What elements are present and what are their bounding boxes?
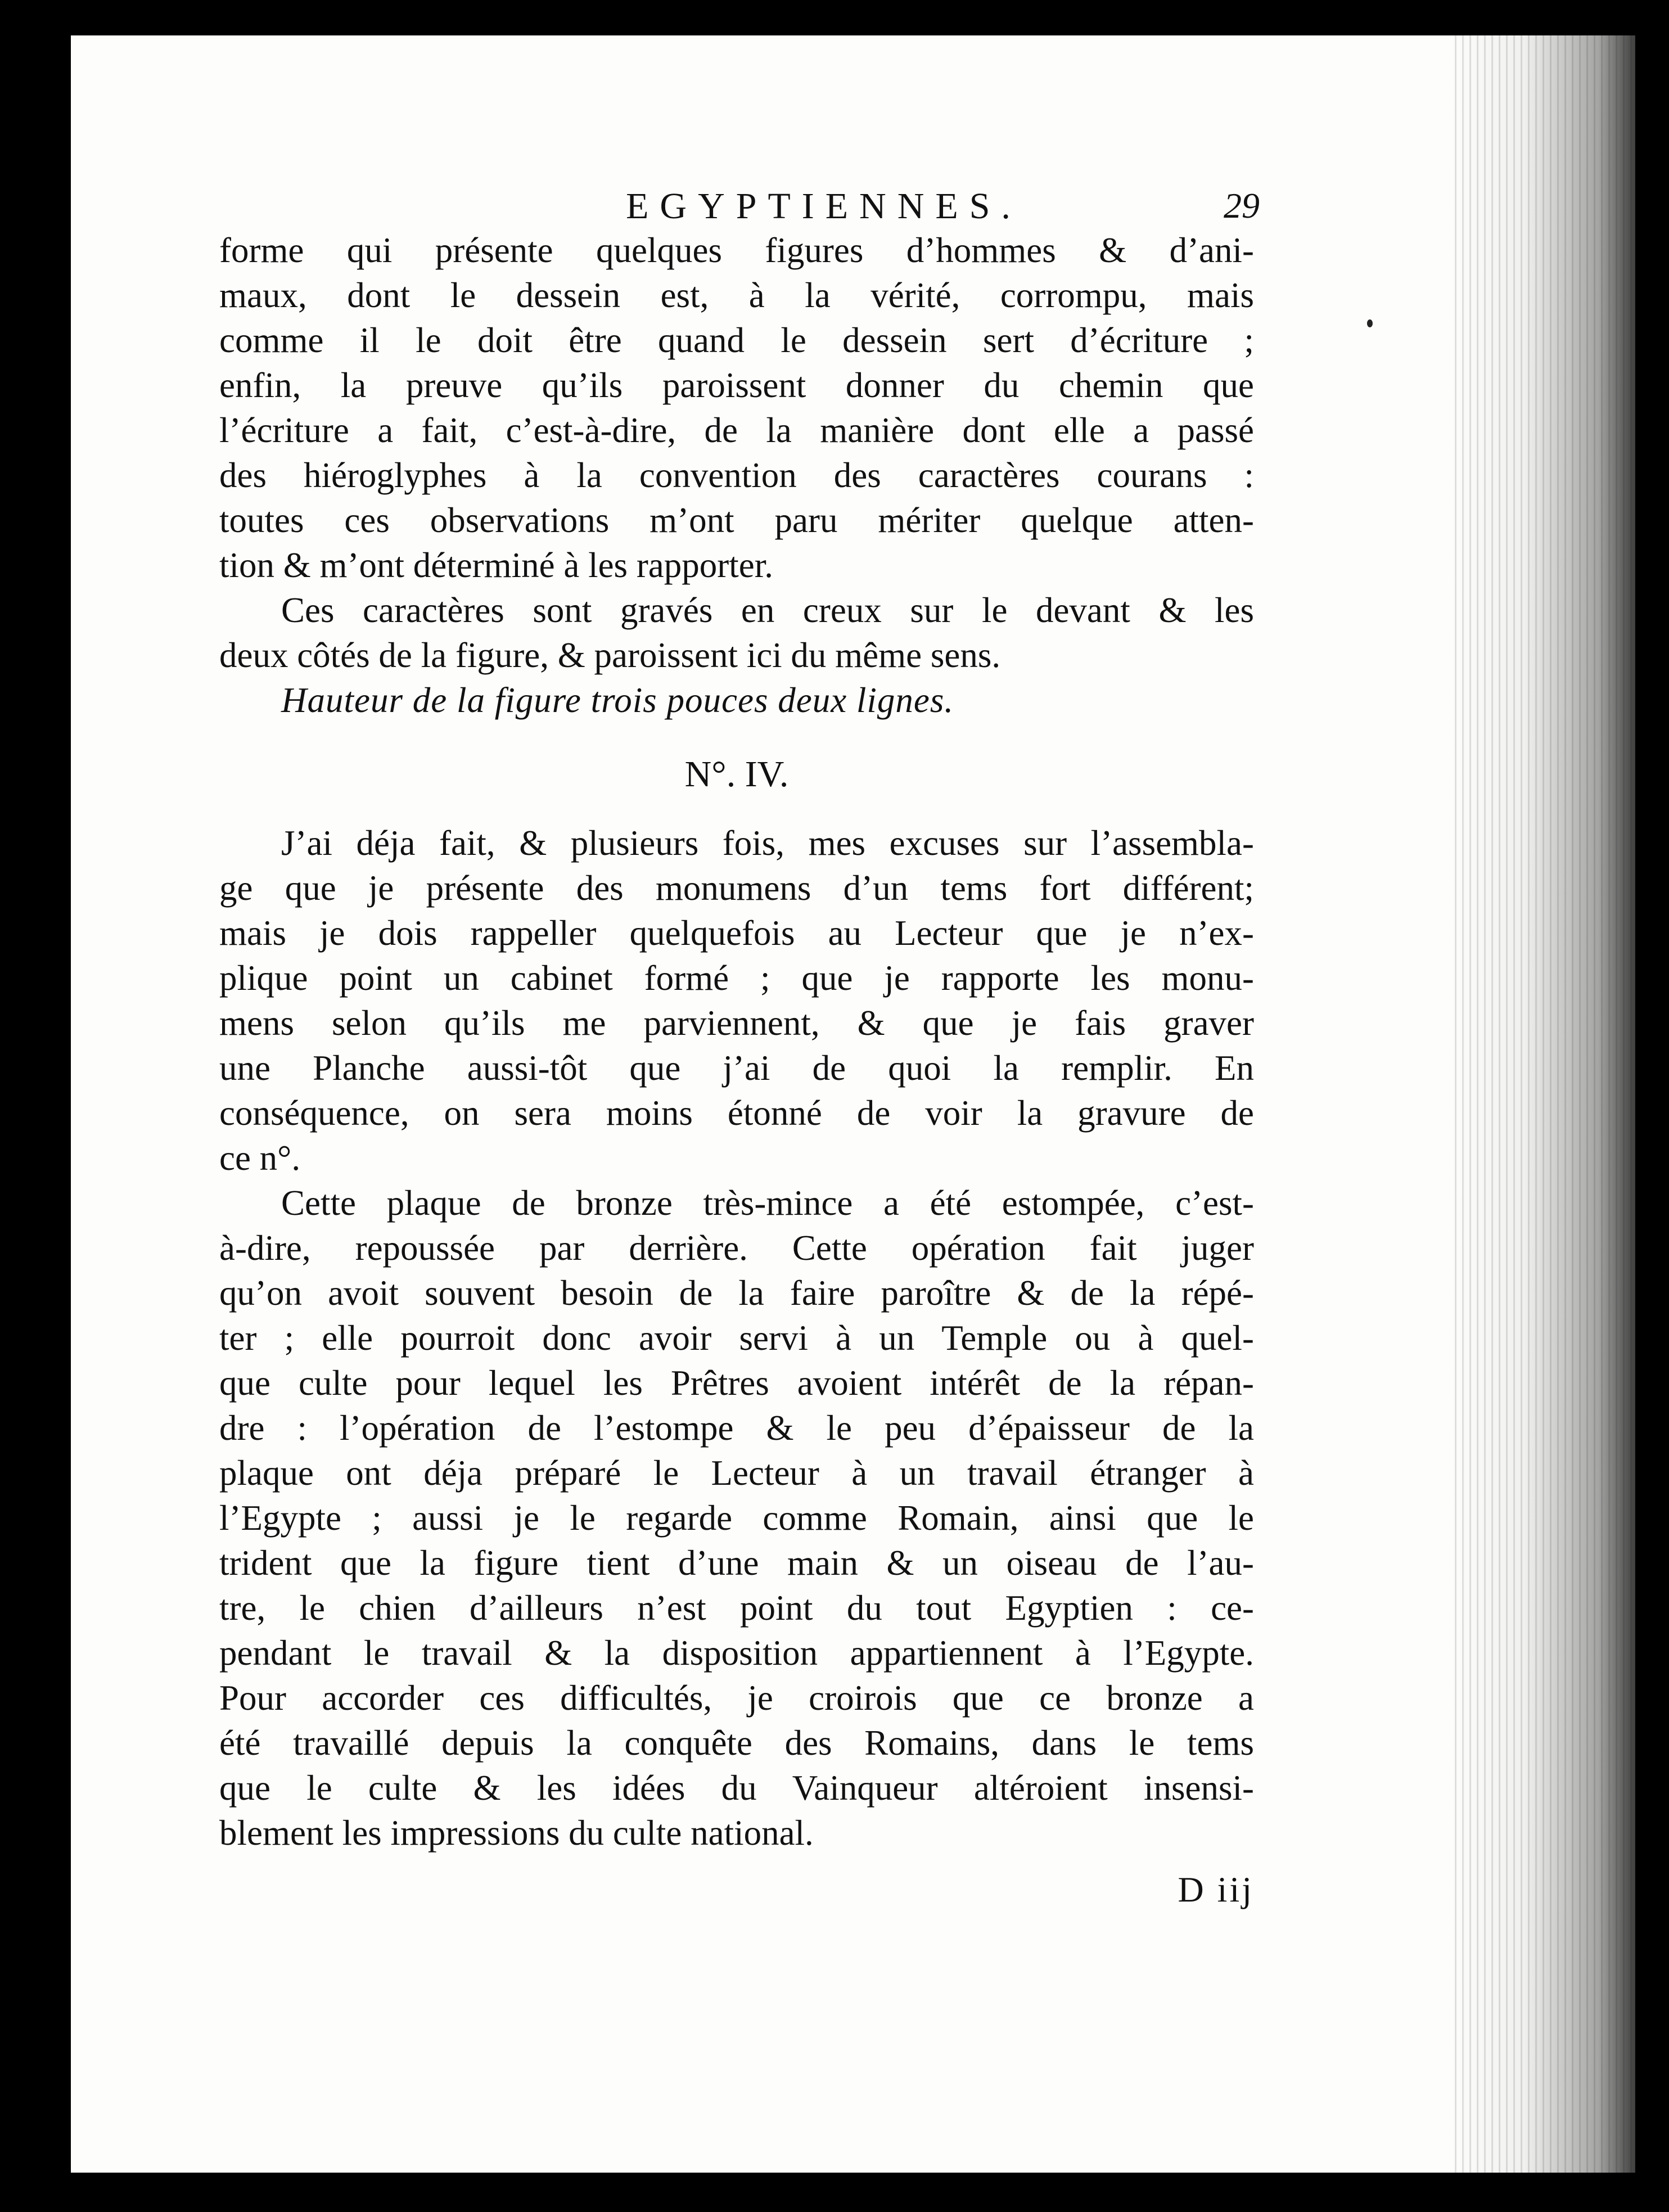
text-line: deux côtés de la figure, & paroissent ici du même sens. (219, 636, 1001, 675)
text-line: tion & m’ont déterminé à les rapporter. (219, 546, 773, 585)
text-line: plaque ont déja préparé le Lecteur à un travail étranger à (219, 1453, 1254, 1493)
page-header (219, 183, 1260, 228)
text-line: que le culte & les idées du Vainqueur altéroient insensi- (219, 1768, 1254, 1808)
paragraph-4 (219, 1181, 1254, 1855)
text-line: que culte pour lequel les Prêtres avoient intérêt de la répan- (219, 1363, 1254, 1403)
text-line: à-dire, repoussée par derrière. Cette opération fait juger (219, 1228, 1254, 1268)
text-line: été travaillé depuis la conquête des Romains, dans le tems (219, 1723, 1254, 1763)
book-page (71, 35, 1635, 2173)
text-line: mais je dois rappeller quelquefois au Lecteur que je n’ex- (219, 913, 1254, 953)
text-line: tre, le chien d’ailleurs n’est point du tout Egyptien : ce- (219, 1588, 1254, 1628)
text-line: J’ai déja fait, & plusieurs fois, mes excuses sur l’assembla- (281, 823, 1254, 863)
text-line: Pour accorder ces difficultés, je croirois que ce bronze a (219, 1678, 1254, 1718)
text-line: conséquence, on sera moins étonné de voir la gravure de (219, 1093, 1254, 1133)
paragraph-2 (219, 588, 1254, 678)
text-line: plique point un cabinet formé ; que je rapporte les monu- (219, 958, 1254, 998)
text-line: ge que je présente des monumens d’un tems fort différent; (219, 868, 1254, 908)
text-line: forme qui présente quelques figures d’hommes & d’ani- (219, 231, 1254, 270)
text-line: dre : l’opération de l’estompe & le peu d’épaisseur de la (219, 1408, 1254, 1448)
text-line: enfin, la preuve qu’ils paroissent donner du chemin que (219, 366, 1254, 405)
signature-mark: D iij (1178, 1869, 1254, 1909)
text-line: blement les impressions du culte national. (219, 1813, 814, 1853)
text-line: l’Egypte ; aussi je le regarde comme Romain, ainsi que le (219, 1498, 1254, 1538)
figure-caption: Hauteur de la figure trois pouces deux lignes. (281, 681, 954, 720)
text-line: toutes ces observations m’ont paru mériter quelque atten- (219, 501, 1254, 540)
page-number: 29 (1224, 186, 1260, 226)
text-line: une Planche aussi-tôt que j’ai de quoi la remplir. En (219, 1048, 1254, 1088)
text-line: Cette plaque de bronze très-mince a été estompée, c’est- (281, 1183, 1254, 1223)
text-line: maux, dont le dessein est, à la vérité, corrompu, mais (219, 276, 1254, 315)
ink-speck (1367, 319, 1373, 327)
text-line: comme il le doit être quand le dessein sert d’écriture ; (219, 321, 1254, 360)
text-line: pendant le travail & la disposition appartiennent à l’Egypte. (219, 1633, 1254, 1673)
text-line: des hiéroglyphes à la convention des caractères courans : (219, 456, 1254, 495)
text-line: qu’on avoit souvent besoin de la faire paroître & de la répé- (219, 1273, 1254, 1313)
text-line: ce n°. (219, 1138, 301, 1178)
text-line: l’écriture a fait, c’est-à-dire, de la manière dont elle a passé (219, 411, 1254, 450)
text-line: ter ; elle pourroit donc avoir servi à un Temple ou à quel- (219, 1318, 1254, 1358)
section-title: N°. IV. (684, 754, 789, 795)
text-line: Ces caractères sont gravés en creux sur le devant & les (281, 591, 1254, 630)
page-edge-shadow (1450, 35, 1635, 2173)
paragraph-1 (219, 228, 1254, 588)
text-block (219, 183, 1260, 1912)
text-line: trident que la figure tient d’une main & un oiseau de l’au- (219, 1543, 1254, 1583)
text-line: mens selon qu’ils me parviennent, & que je fais graver (219, 1003, 1254, 1043)
running-head: EGYPTIENNES. (626, 186, 1022, 227)
paragraph-3 (219, 821, 1254, 1181)
